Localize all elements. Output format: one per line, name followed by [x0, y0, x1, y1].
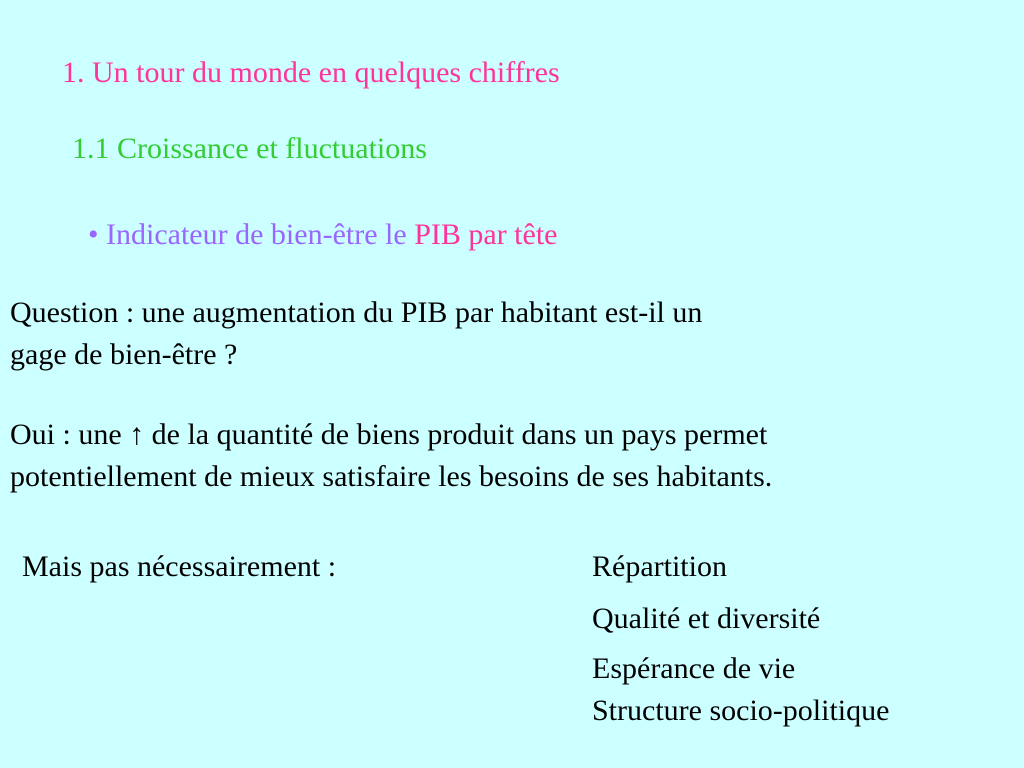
answer-line-2: potentiellement de mieux satisfaire les besoins de ses habitants. [10, 460, 773, 493]
bullet-symbol: • [88, 218, 99, 251]
answer-line-1: Oui : une ↑ de la quantité de biens produit dans un pays permet [10, 418, 768, 451]
list-item-structure: Structure socio-politique [592, 694, 890, 727]
answer-paragraph [10, 414, 772, 498]
question-line-1: Question : une augmentation du PIB par habitant est-il un [10, 296, 703, 329]
list-item-repartition: Répartition [592, 550, 727, 583]
slide-subtitle: 1.1 Croissance et fluctuations [72, 132, 427, 165]
bullet-text-part2: PIB par tête [414, 218, 558, 251]
slide-title: 1. Un tour du monde en quelques chiffres [62, 56, 560, 89]
list-item-esperance: Espérance de vie [592, 652, 796, 685]
mais-label: Mais pas nécessairement : [22, 550, 337, 583]
list-item-qualite: Qualité et diversité [592, 602, 821, 635]
question-paragraph [10, 292, 702, 376]
bullet-text-part1: Indicateur de bien-être le [106, 218, 407, 251]
question-line-2: gage de bien-être ? [10, 338, 238, 371]
bullet-indicator [88, 218, 557, 252]
